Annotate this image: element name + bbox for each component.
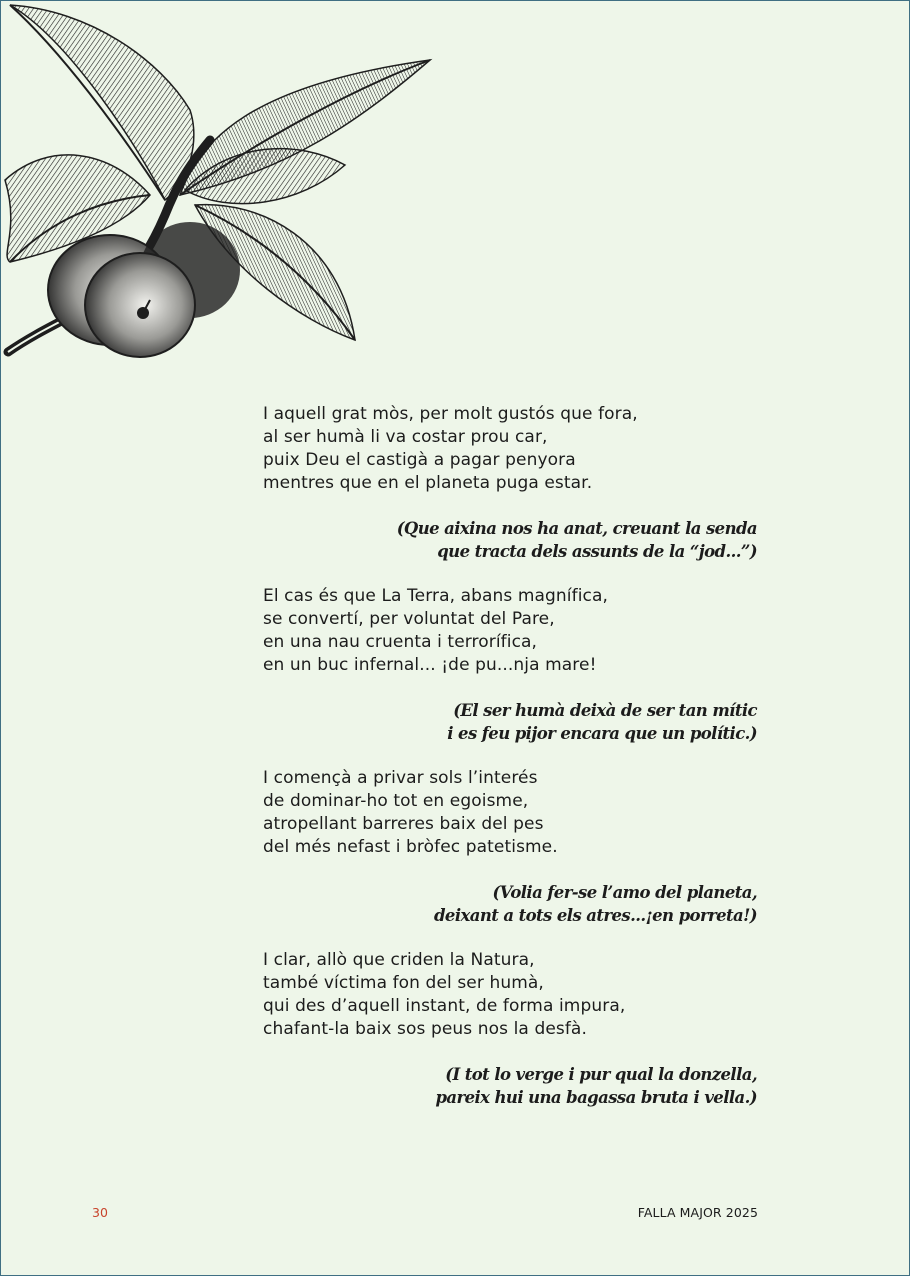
poem-stanza-3 <box>263 767 757 859</box>
apple-branch-illustration <box>0 0 440 365</box>
page-number: 30 <box>92 1205 108 1220</box>
poem-stanza-1 <box>263 403 757 495</box>
poem-aside-2 <box>263 699 757 745</box>
verse-line: atropellant barreres baix del pes <box>263 814 544 834</box>
aside-line: (Volia fer-se l’amo del planeta, <box>492 883 757 902</box>
aside-line: i es feu pijor encara que un polític.) <box>447 724 757 743</box>
verse-line: I aquell grat mòs, per molt gustós que fora, <box>263 404 638 424</box>
poem-aside-4 <box>263 1063 757 1109</box>
verse-line: del més nefast i bròfec patetisme. <box>263 837 558 857</box>
poem-stanza-2 <box>263 585 757 677</box>
verse-line: se convertí, per voluntat del Pare, <box>263 609 555 629</box>
poem-stanza-4 <box>263 949 757 1041</box>
verse-line: qui des d’aquell instant, de forma impura, <box>263 996 626 1016</box>
verse-line: chafant-la baix sos peus nos la desfà. <box>263 1019 587 1039</box>
aside-line: (El ser humà deixà de ser tan mític <box>453 701 757 720</box>
verse-line: I clar, allò que criden la Natura, <box>263 950 535 970</box>
verse-line: mentres que en el planeta puga estar. <box>263 473 593 493</box>
verse-line: al ser humà li va costar prou car, <box>263 427 548 447</box>
verse-line: en una nau cruenta i terrorífica, <box>263 632 538 652</box>
aside-line: pareix hui una bagassa bruta i vella.) <box>435 1088 757 1107</box>
poem-aside-1 <box>263 517 757 563</box>
verse-line: de dominar-ho tot en egoisme, <box>263 791 529 811</box>
poem <box>263 403 757 1131</box>
aside-line: deixant a tots els atres...¡en porreta!) <box>433 906 757 925</box>
publication-title: FALLA MAJOR 2025 <box>637 1205 758 1220</box>
verse-line: en un buc infernal... ¡de pu...nja mare! <box>263 655 597 675</box>
verse-line: puix Deu el castigà a pagar penyora <box>263 450 576 470</box>
aside-line: (Que aixina nos ha anat, creuant la senda <box>396 519 757 538</box>
aside-line: que tracta dels assunts de la “jod...”) <box>437 542 757 561</box>
poem-aside-3 <box>263 881 757 927</box>
aside-line: (I tot lo verge i pur qual la donzella, <box>445 1065 757 1084</box>
verse-line: I començà a privar sols l’interés <box>263 768 538 788</box>
verse-line: també víctima fon del ser humà, <box>263 973 544 993</box>
verse-line: El cas és que La Terra, abans magnífica, <box>263 586 608 606</box>
